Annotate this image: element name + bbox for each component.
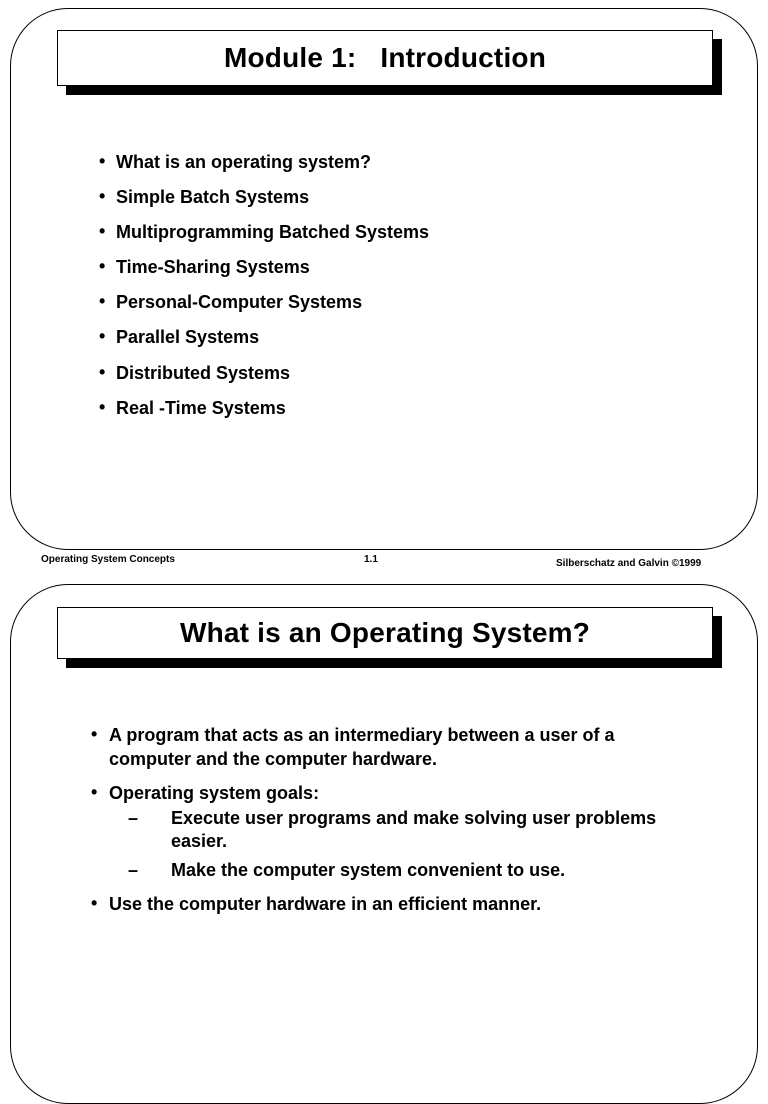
sub-bullet-item [128,859,671,882]
bullet-text: Operating system goals: [109,783,320,803]
slide-2 [10,584,758,1104]
slide-1-title: Module 1: Introduction [223,42,547,73]
bullet-text: What is an operating system? [116,152,372,172]
slide-2-content [91,723,671,926]
bullet-item [99,186,429,221]
bullet-item [99,221,429,256]
slide-1-title-box [57,30,713,86]
bullet-icon: • [99,186,106,207]
bullet-text: Time-Sharing Systems [116,257,310,278]
sub-bullet-text: Execute user programs and make solving user problems easier. [171,808,657,851]
bullet-icon: • [99,256,106,277]
bullet-item [99,326,429,361]
bullet-item [99,362,429,397]
slide-1-bullet-list [99,151,429,432]
slide-1 [10,8,758,550]
bullet-icon: • [91,782,98,802]
bullet-item [99,256,429,291]
bullet-item [91,723,671,771]
bullet-item [91,892,671,916]
dash-icon: – [128,808,139,828]
footer-page-number: 1.1 [364,554,378,565]
bullet-icon: • [91,893,98,913]
slide-footer [0,554,768,574]
footer-course-title: Operating System Concepts [41,554,175,565]
bullet-item [99,291,429,326]
bullet-text: Multiprogramming Batched Systems [116,222,430,243]
bullet-text: Personal-Computer Systems [116,292,363,313]
bullet-item [91,781,671,882]
sub-bullet-item [128,807,671,853]
sub-bullet-list [109,807,671,882]
bullet-icon: • [99,221,106,242]
bullet-icon: • [99,291,106,312]
bullet-text: Real -Time Systems [116,397,286,418]
bullet-text: Simple Batch Systems [116,187,310,208]
bullet-icon: • [99,151,106,171]
slide-2-title: What is an Operating System? [179,617,591,648]
bullet-text: Parallel Systems [116,327,260,348]
bullet-item [99,151,429,186]
bullet-text: Use the computer hardware in an efficient manner. [109,894,542,914]
bullet-text: Distributed Systems [116,362,291,383]
slide-2-title-box [57,607,713,659]
dash-icon: – [128,860,139,880]
bullet-icon: • [99,361,106,382]
bullet-item [99,397,429,432]
bullet-icon: • [99,326,106,347]
bullet-icon: • [99,396,106,417]
footer-copyright: Silberschatz and Galvin ©1999 [556,558,702,569]
bullet-icon: • [91,724,98,744]
bullet-text: A program that acts as an intermediary between a user of a computer and the computer hardware. [109,725,615,769]
sub-bullet-text: Make the computer system convenient to use. [171,860,566,880]
